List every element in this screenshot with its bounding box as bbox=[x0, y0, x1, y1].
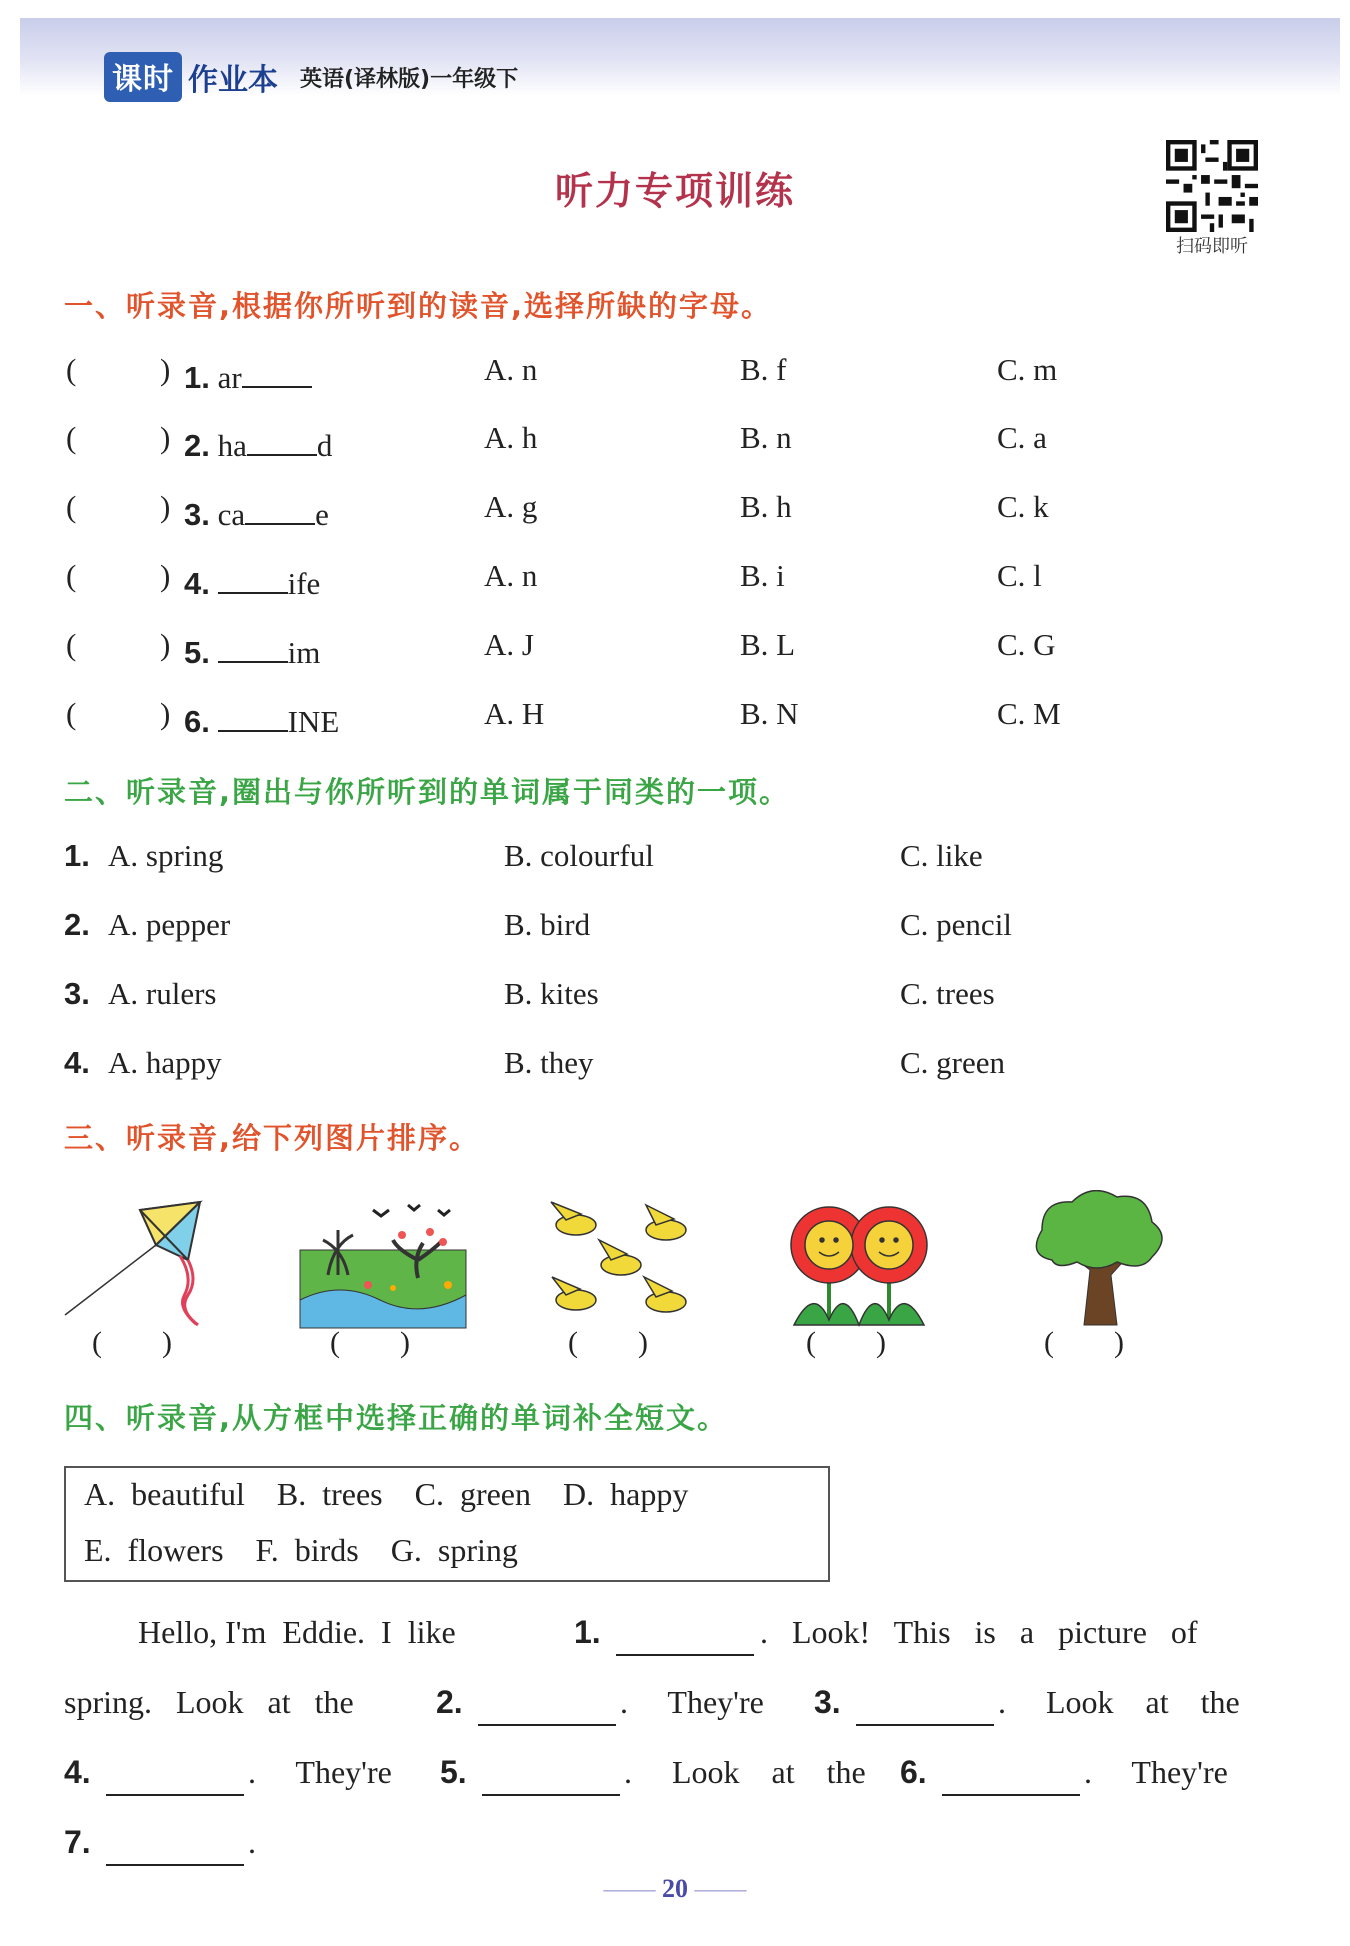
option-a: A. J bbox=[484, 627, 534, 662]
option-c[interactable]: C. pencil bbox=[900, 907, 1012, 942]
birds-icon bbox=[536, 1190, 706, 1330]
section1-item bbox=[0, 420, 1350, 470]
answer-paren-open[interactable]: ( bbox=[66, 420, 77, 455]
order-parens[interactable]: ( ) bbox=[806, 1326, 886, 1359]
section2-item bbox=[0, 907, 1350, 957]
item-number: 5. bbox=[184, 635, 210, 670]
option-c[interactable]: C. trees bbox=[900, 976, 995, 1011]
section4-heading: 四、听录音,从方框中选择正确的单词补全短文。 bbox=[64, 1401, 729, 1435]
section1-item bbox=[0, 352, 1350, 402]
tree-icon bbox=[1012, 1190, 1182, 1330]
passage-blank[interactable] bbox=[482, 1754, 620, 1796]
answer-paren-close[interactable]: ) bbox=[160, 696, 171, 731]
word-prefix: ca bbox=[217, 497, 246, 532]
option-a[interactable]: A. rulers bbox=[108, 976, 217, 1011]
option-b: B. N bbox=[740, 696, 799, 731]
answer-paren-close[interactable]: ) bbox=[160, 489, 171, 524]
option-c: C. a bbox=[997, 420, 1047, 455]
blank-number: 1. bbox=[574, 1614, 601, 1650]
option-b: B. L bbox=[740, 627, 796, 662]
passage-line bbox=[0, 1614, 1350, 1664]
word-suffix: im bbox=[287, 635, 321, 670]
word-suffix: INE bbox=[287, 704, 340, 739]
passage-text: . They're bbox=[248, 1754, 392, 1790]
option-c: C. l bbox=[997, 558, 1042, 593]
blank-number: 2. bbox=[436, 1684, 463, 1720]
option-c: C. G bbox=[997, 627, 1056, 662]
subject-label: 英语(译林版)一年级下 bbox=[300, 66, 519, 92]
item-number: 3. bbox=[64, 976, 90, 1011]
word-prefix: ar bbox=[217, 360, 242, 395]
option-a: A. n bbox=[484, 558, 538, 593]
page-number: —— 20 —— bbox=[603, 1874, 747, 1903]
item-number: 6. bbox=[184, 704, 210, 739]
letter-blank[interactable] bbox=[242, 352, 312, 388]
item-number: 2. bbox=[64, 907, 90, 942]
passage-blank[interactable] bbox=[616, 1614, 754, 1656]
passage-blank[interactable] bbox=[106, 1824, 244, 1866]
option-b[interactable]: B. colourful bbox=[504, 838, 654, 873]
option-b: B. f bbox=[740, 352, 787, 387]
option-b: B. n bbox=[740, 420, 792, 455]
letter-blank[interactable] bbox=[218, 696, 288, 732]
option-c: C. M bbox=[997, 696, 1061, 731]
option-a: A. g bbox=[484, 489, 538, 524]
option-b[interactable]: B. they bbox=[504, 1045, 594, 1080]
blank-number: 5. bbox=[440, 1754, 467, 1790]
section1-heading: 一、听录音,根据你所听到的读音,选择所缺的字母。 bbox=[64, 289, 773, 323]
option-a: A. H bbox=[484, 696, 545, 731]
option-c: C. k bbox=[997, 489, 1049, 524]
passage-text: spring. Look at the bbox=[64, 1684, 354, 1720]
answer-paren-open[interactable]: ( bbox=[66, 558, 77, 593]
qr-label: 扫码即听 bbox=[1176, 236, 1248, 257]
passage-text: . bbox=[248, 1824, 256, 1860]
option-b[interactable]: B. bird bbox=[504, 907, 591, 942]
brand-logo: 课时 bbox=[104, 52, 182, 102]
blank-number: 4. bbox=[64, 1754, 91, 1790]
option-c: C. m bbox=[997, 352, 1058, 387]
letter-blank[interactable] bbox=[245, 489, 315, 525]
passage-text: . Look! This is a picture of bbox=[760, 1614, 1198, 1650]
option-c[interactable]: C. green bbox=[900, 1045, 1006, 1080]
answer-paren-close[interactable]: ) bbox=[160, 420, 171, 455]
passage-text: . They're bbox=[1084, 1754, 1228, 1790]
answer-paren-open[interactable]: ( bbox=[66, 627, 77, 662]
blank-number: 7. bbox=[64, 1824, 91, 1860]
answer-paren-close[interactable]: ) bbox=[160, 558, 171, 593]
qr-code-icon[interactable] bbox=[1166, 140, 1258, 232]
section2-item bbox=[0, 976, 1350, 1026]
word-suffix: d bbox=[316, 428, 333, 463]
passage-blank[interactable] bbox=[856, 1684, 994, 1726]
passage-text: Hello, I'm Eddie. I like bbox=[138, 1614, 456, 1650]
passage-blank[interactable] bbox=[106, 1754, 244, 1796]
word-suffix: ife bbox=[287, 566, 321, 601]
option-a: A. n bbox=[484, 352, 538, 387]
passage-blank[interactable] bbox=[942, 1754, 1080, 1796]
option-a[interactable]: A. spring bbox=[108, 838, 224, 873]
passage-line bbox=[0, 1824, 1350, 1874]
answer-paren-open[interactable]: ( bbox=[66, 489, 77, 524]
order-parens[interactable]: ( ) bbox=[92, 1326, 172, 1359]
flowers-icon bbox=[774, 1190, 944, 1330]
kite-icon bbox=[60, 1190, 230, 1330]
item-number: 4. bbox=[64, 1045, 90, 1080]
word-prefix: ha bbox=[217, 428, 247, 463]
section1-item bbox=[0, 627, 1350, 677]
section1-item bbox=[0, 489, 1350, 539]
item-number: 4. bbox=[184, 566, 210, 601]
item-number: 2. bbox=[184, 428, 210, 463]
order-parens[interactable]: ( ) bbox=[1044, 1326, 1124, 1359]
option-c[interactable]: C. like bbox=[900, 838, 983, 873]
blank-number: 3. bbox=[814, 1684, 841, 1720]
section1-item bbox=[0, 696, 1350, 746]
brand-name: 作业本 bbox=[188, 63, 278, 98]
option-a[interactable]: A. pepper bbox=[108, 907, 231, 942]
option-b[interactable]: B. kites bbox=[504, 976, 599, 1011]
item-number: 1. bbox=[64, 838, 90, 873]
page-title: 听力专项训练 bbox=[554, 169, 795, 213]
answer-paren-open[interactable]: ( bbox=[66, 352, 77, 387]
passage-text: . Look at the bbox=[998, 1684, 1240, 1720]
item-number: 1. bbox=[184, 360, 210, 395]
option-a: A. h bbox=[484, 420, 538, 455]
section2-item bbox=[0, 838, 1350, 888]
passage-line bbox=[0, 1684, 1350, 1734]
item-number: 3. bbox=[184, 497, 210, 532]
answer-paren-close[interactable]: ) bbox=[160, 627, 171, 662]
answer-paren-open[interactable]: ( bbox=[66, 696, 77, 731]
letter-blank[interactable] bbox=[247, 420, 317, 456]
order-parens[interactable]: ( ) bbox=[330, 1326, 410, 1359]
option-a[interactable]: A. happy bbox=[108, 1045, 222, 1080]
section2-item bbox=[0, 1045, 1350, 1095]
section2-heading: 二、听录音,圈出与你所听到的单词属于同类的一项。 bbox=[64, 775, 791, 809]
letter-blank[interactable] bbox=[218, 558, 288, 594]
passage-line bbox=[0, 1754, 1350, 1804]
section1-item bbox=[0, 558, 1350, 608]
section3-heading: 三、听录音,给下列图片排序。 bbox=[64, 1121, 481, 1155]
passage-text: . Look at the bbox=[624, 1754, 866, 1790]
word-bank-line: A. beautiful B. trees C. green D. happy bbox=[84, 1476, 689, 1512]
blank-number: 6. bbox=[900, 1754, 927, 1790]
letter-blank[interactable] bbox=[218, 627, 288, 663]
answer-paren-close[interactable]: ) bbox=[160, 352, 171, 387]
word-bank-line: E. flowers F. birds G. spring bbox=[84, 1532, 518, 1568]
passage-blank[interactable] bbox=[478, 1684, 616, 1726]
word-bank-box bbox=[64, 1466, 830, 1582]
spring-scene-icon bbox=[298, 1190, 468, 1330]
option-b: B. h bbox=[740, 489, 792, 524]
brand bbox=[104, 52, 518, 102]
word-suffix: e bbox=[315, 497, 329, 532]
passage-text: . They're bbox=[620, 1684, 764, 1720]
option-b: B. i bbox=[740, 558, 785, 593]
order-parens[interactable]: ( ) bbox=[568, 1326, 648, 1359]
